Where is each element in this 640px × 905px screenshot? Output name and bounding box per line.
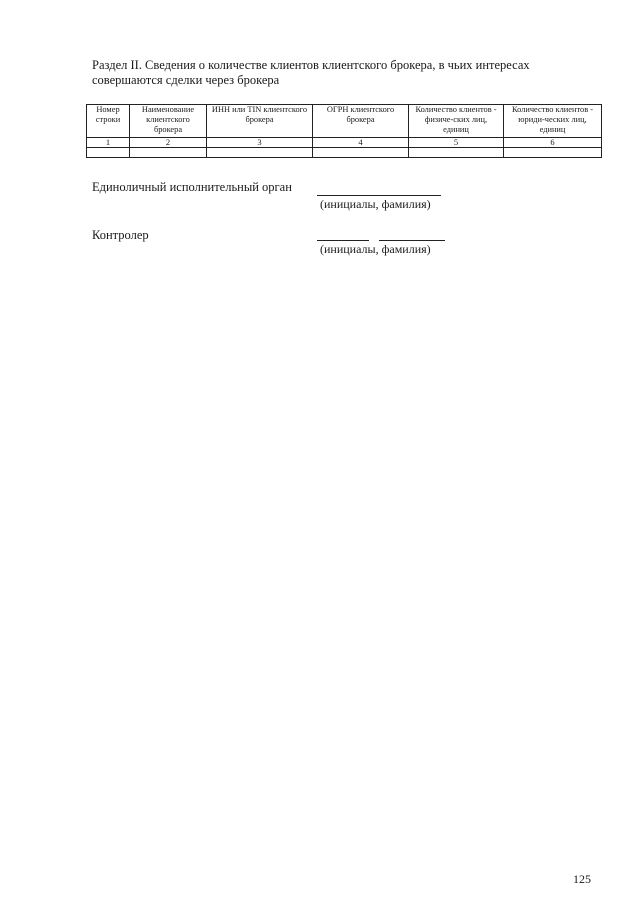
executive-caption: (инициалы, фамилия): [320, 197, 431, 211]
column-number: 5: [409, 138, 504, 148]
header-inn-tin: ИНН или TIN клиентского брокера: [207, 105, 313, 138]
controller-caption: (инициалы, фамилия): [320, 242, 431, 256]
column-number: 6: [504, 138, 602, 148]
table-cell: [409, 148, 504, 158]
header-legal-entities-count: Количество клиентов - юриди-ческих лиц, единиц: [504, 105, 602, 138]
clients-table: [86, 104, 602, 158]
header-individuals-count: Количество клиентов - физиче-ских лиц, единиц: [409, 105, 504, 138]
executive-label: Единоличный исполнительный орган: [92, 180, 292, 194]
executive-signature-line: [317, 195, 441, 196]
column-number: 2: [130, 138, 207, 148]
table-cell: [313, 148, 409, 158]
column-number: 4: [313, 138, 409, 148]
table-cell: [504, 148, 602, 158]
table-column-numbers-row: [87, 138, 602, 148]
page-number: 125: [573, 872, 591, 886]
table-row: [87, 148, 602, 158]
controller-label: Контролер: [92, 228, 149, 242]
column-number: 1: [87, 138, 130, 148]
section-title-line-2: совершаются сделки через брокера: [92, 73, 280, 87]
table-cell: [207, 148, 313, 158]
section-title: [92, 58, 562, 88]
table-cell: [87, 148, 130, 158]
column-number: 3: [207, 138, 313, 148]
header-ogrn: ОГРН клиентского брокера: [313, 105, 409, 138]
header-broker-name: Наименование клиентского брокера: [130, 105, 207, 138]
table-header-row: [87, 105, 602, 138]
table-cell: [130, 148, 207, 158]
header-row-number: Номер строки: [87, 105, 130, 138]
section-title-line-1: Раздел II. Сведения о количестве клиентов клиентского брокера, в чьих интересах: [92, 58, 530, 72]
